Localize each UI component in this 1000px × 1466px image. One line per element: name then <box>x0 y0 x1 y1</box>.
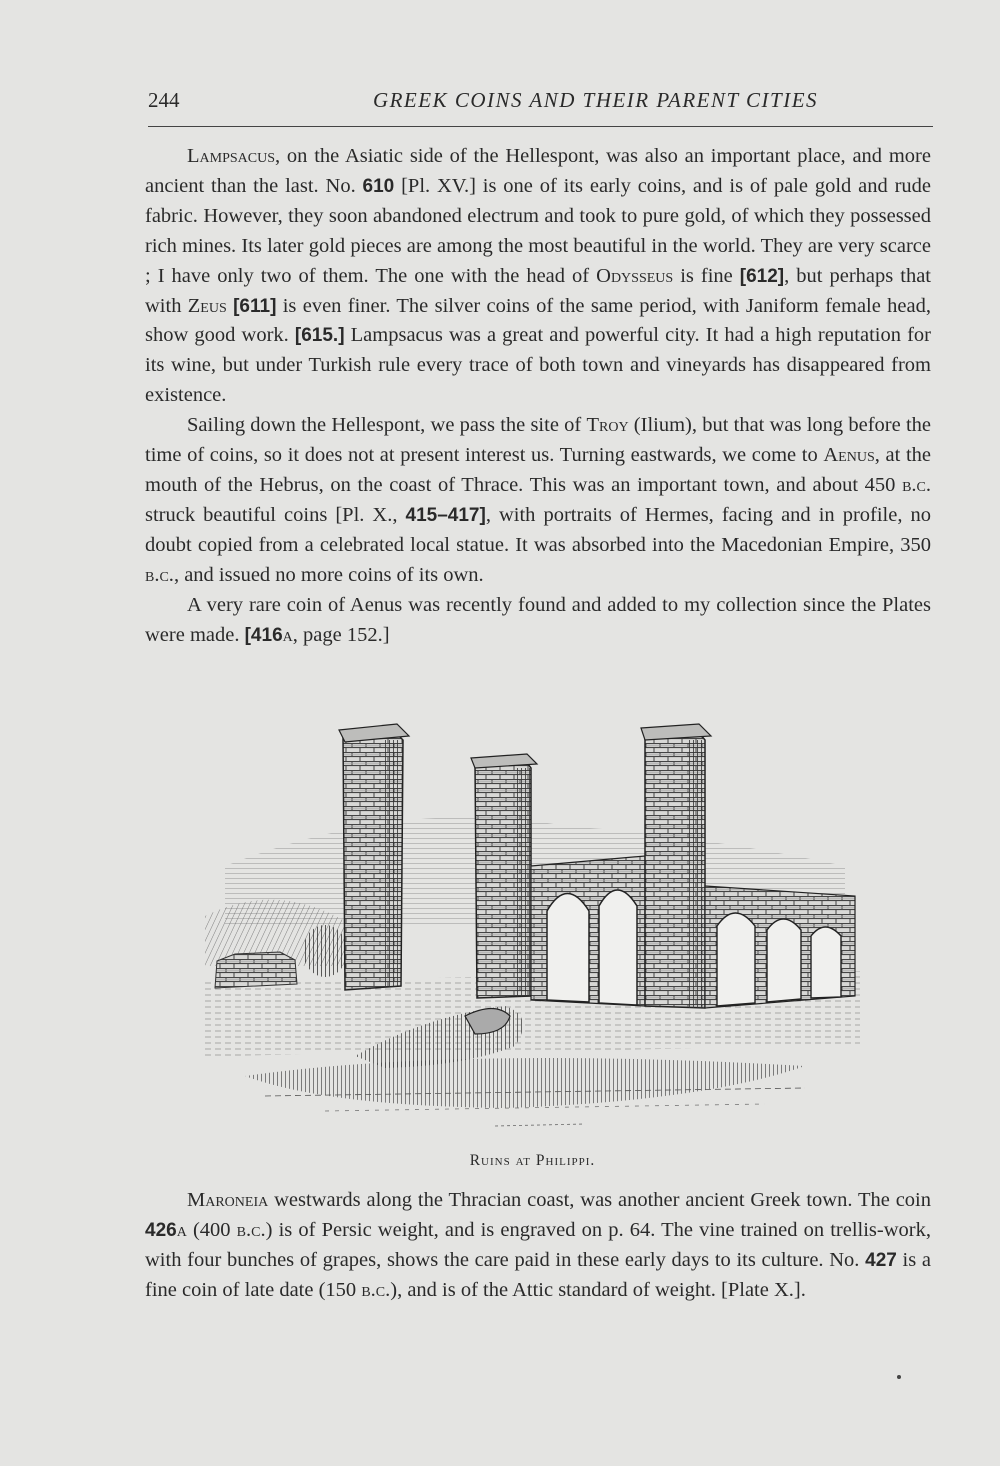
coin-reference: 415–417] <box>405 504 486 526</box>
paragraph-rare-coin: A very rare coin of Aenus was recently found and added to my collection since the Plates were made. [416a, page 152.] <box>145 593 931 646</box>
place-name: Troy <box>586 414 629 437</box>
text-block-upper <box>145 142 931 650</box>
coin-reference: 426 <box>145 1219 177 1241</box>
person-name: Odysseus <box>596 264 674 287</box>
figure-caption: Ruins at Philippi. <box>469 1152 596 1169</box>
place-name: Aenus <box>823 444 875 467</box>
paragraph-lampsacus: Lampsacus, on the Asiatic side of the Hellespont, was also an important place, and more ancient than the last. No. 610 [Pl. XV.] is one of its early coins, and is of pale gold and rude fabric. However, they soon abandoned electrum and took to pure gold, of which they possessed rich mines. Its later gold pieces are among the most beautiful in the world. They are very scarce ; I have only two of them. The one with the head of Odysseus is fine [612], but perhaps that with Zeus [611] is even finer. The silver coins of the same period, with Janiform female head, show good work. [615.] Lampsacus was a great and powerful city. It had a high reputation for its wine, but under Turkish rule every trace of both town and vineyards has disappeared from existence. <box>145 145 931 407</box>
page-number: 244 <box>148 88 180 112</box>
coin-reference: [615.] <box>294 325 345 347</box>
header-rule <box>148 126 933 127</box>
coin-reference: [612] <box>739 265 785 287</box>
coin-reference: [416 <box>244 624 283 646</box>
place-name: Lampsacus <box>187 145 275 167</box>
ruins-illustration <box>205 716 860 1146</box>
era-abbreviation: b.c. <box>902 473 931 496</box>
place-name: Maroneia <box>187 1189 269 1211</box>
era-abbreviation: b.c. <box>361 1278 391 1301</box>
coin-reference: 610 <box>362 175 395 197</box>
engraving-ruins <box>205 716 860 1146</box>
era-abbreviation: b.c. <box>236 1218 266 1241</box>
ink-speck <box>897 1375 901 1379</box>
coin-reference: 427 <box>865 1249 897 1271</box>
paragraph-maroneia: Maroneia westwards along the Thracian coast, was another ancient Greek town. The coin 426a (400 b.c.) is of Persic weight, and is engraved on p. 64. The vine trained on trellis-work, with four bunches of grapes, shows the care paid in these early days to its culture. No. 427 is a fine coin of late date (150 b.c.), and is of the Attic standard of weight. [Plate X.]. <box>145 1189 931 1301</box>
person-name: Zeus <box>187 294 227 317</box>
running-title: GREEK COINS AND THEIR PARENT CITIES <box>372 88 819 112</box>
text-block-lower <box>145 1186 931 1306</box>
coin-reference: [611] <box>233 295 277 317</box>
era-abbreviation: b.c. <box>145 563 174 586</box>
paragraph-troy-aenus: Sailing down the Hellespont, we pass the site of Troy (Ilium), but that was long before the time of coins, so it does not at present interest us. Turning eastwards, we come to Aenus, at the mouth of the Hebrus, on the coast of Thrace. This was an important town, and about 450 b.c. struck beautiful coins [Pl. X., 415–417], with portraits of Hermes, facing and in profile, no doubt copied from a celebrated local statue. It was absorbed into the Macedonian Empire, 350 b.c., and issued no more coins of its own. <box>145 414 931 586</box>
page-header <box>148 88 933 118</box>
